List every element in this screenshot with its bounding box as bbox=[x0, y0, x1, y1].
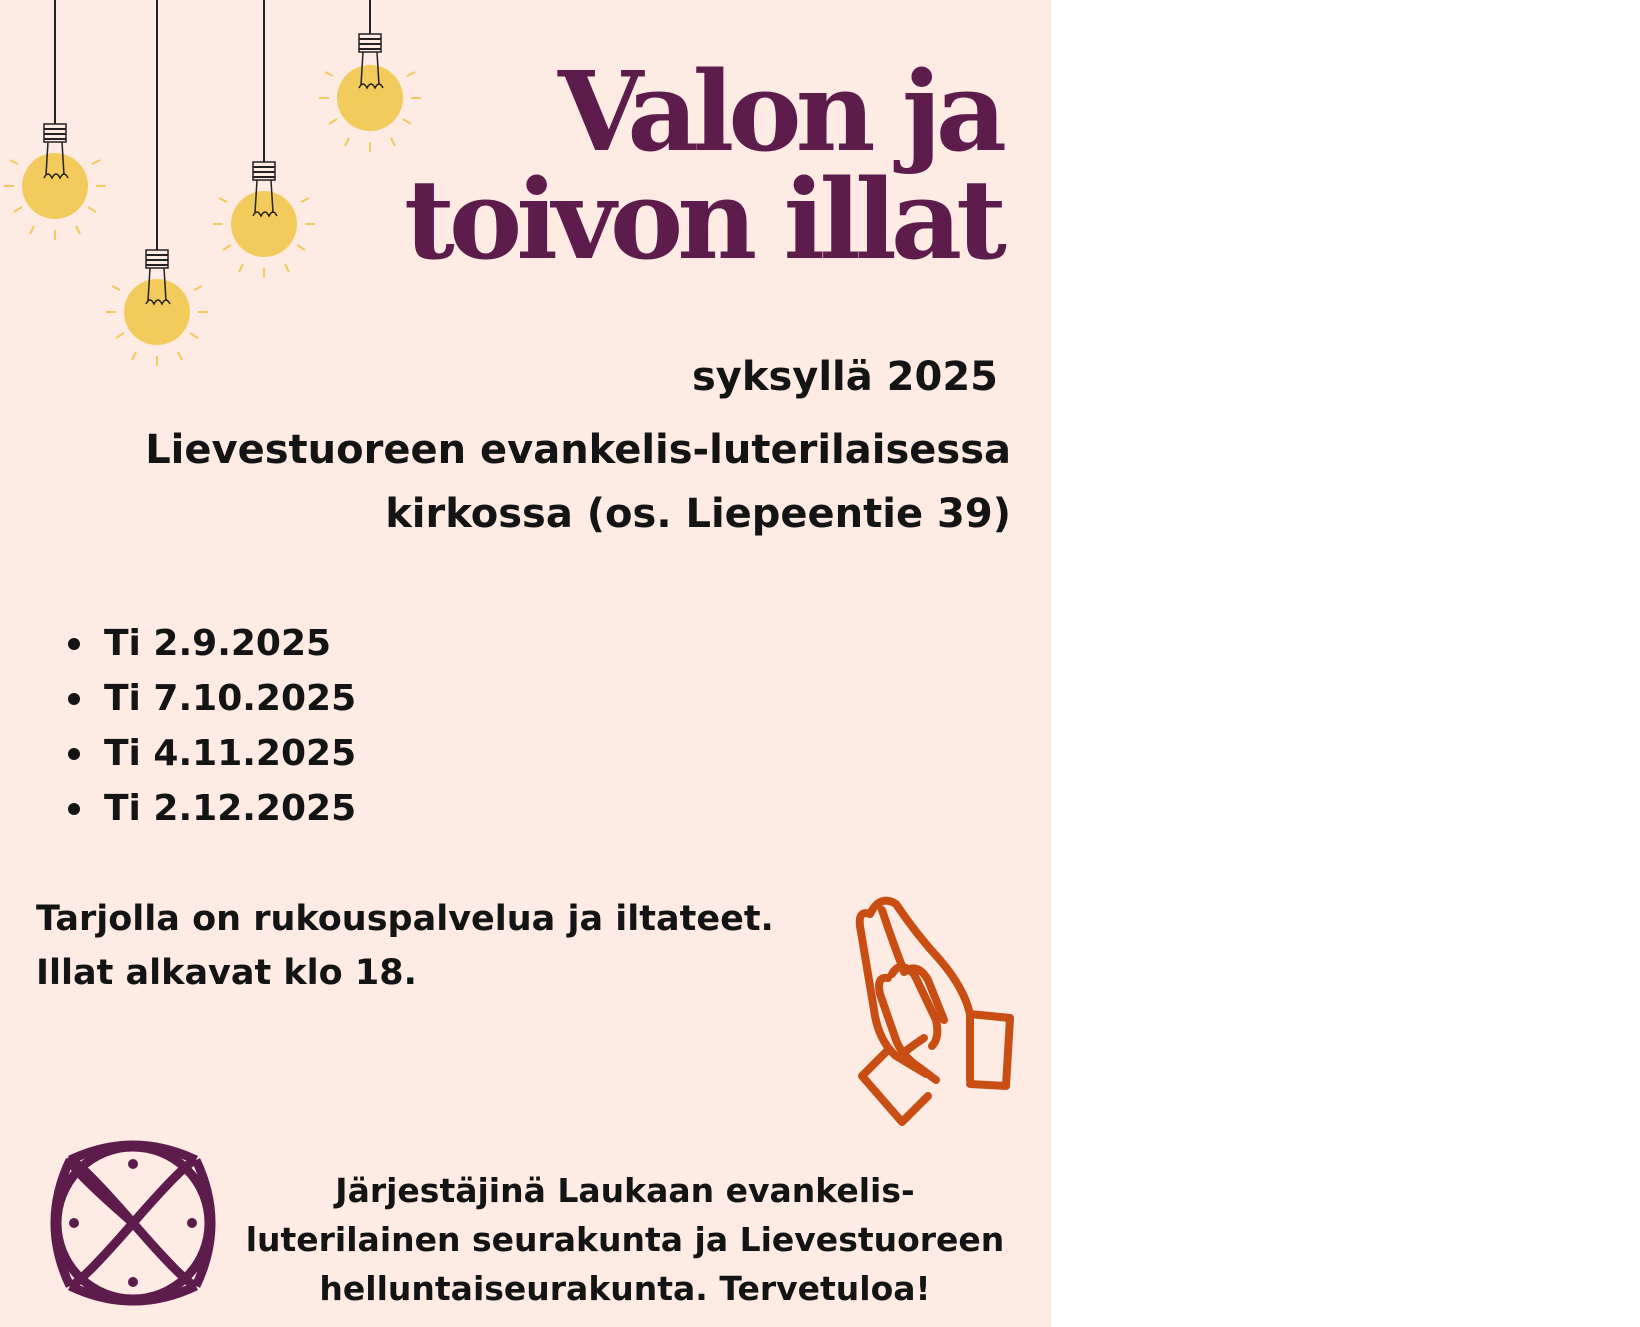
event-date-item bbox=[62, 616, 356, 671]
event-date: Ti 4.11.2025 bbox=[104, 733, 357, 774]
venue-text bbox=[31, 418, 1011, 546]
event-date-item bbox=[62, 671, 356, 726]
title-line-1: Valon ja bbox=[557, 47, 1001, 176]
event-date: Ti 2.12.2025 bbox=[104, 788, 357, 829]
light-bulb-icon bbox=[106, 0, 208, 366]
light-bulb-icon bbox=[213, 0, 315, 278]
offer-text bbox=[36, 892, 774, 1000]
organizers-text: Järjestäjinä Laukaan evankelis-luterilainen seurakunta ja Lievestuoreen helluntaiseurakunta. Tervetuloa! bbox=[245, 1171, 1005, 1308]
bullet-icon bbox=[68, 748, 80, 760]
light-bulb-icon bbox=[4, 0, 106, 240]
event-dates-list bbox=[62, 616, 356, 836]
bullet-icon bbox=[68, 638, 80, 650]
event-date-item bbox=[62, 726, 356, 781]
venue-line-1: Lievestuoreen evankelis-luterilaisessa bbox=[145, 427, 1011, 473]
bullet-icon bbox=[68, 803, 80, 815]
hanging-light-bulbs bbox=[0, 0, 440, 380]
venue-line-2: kirkossa (os. Liepeentie 39) bbox=[385, 491, 1011, 537]
event-date-item bbox=[62, 781, 356, 836]
event-date: Ti 7.10.2025 bbox=[104, 678, 357, 719]
poster-title bbox=[404, 47, 1001, 284]
praying-hands-icon bbox=[840, 890, 1020, 1130]
offer-line-2: Illat alkavat klo 18. bbox=[36, 953, 417, 993]
event-date: Ti 2.9.2025 bbox=[104, 623, 332, 664]
season-text: syksyllä 2025 bbox=[691, 354, 998, 400]
offer-line-1: Tarjolla on rukouspalvelua ja iltateet. bbox=[36, 899, 774, 939]
bullet-icon bbox=[68, 693, 80, 705]
title-line-2: toivon illat bbox=[404, 155, 1001, 284]
parish-logo-icon bbox=[50, 1140, 216, 1306]
